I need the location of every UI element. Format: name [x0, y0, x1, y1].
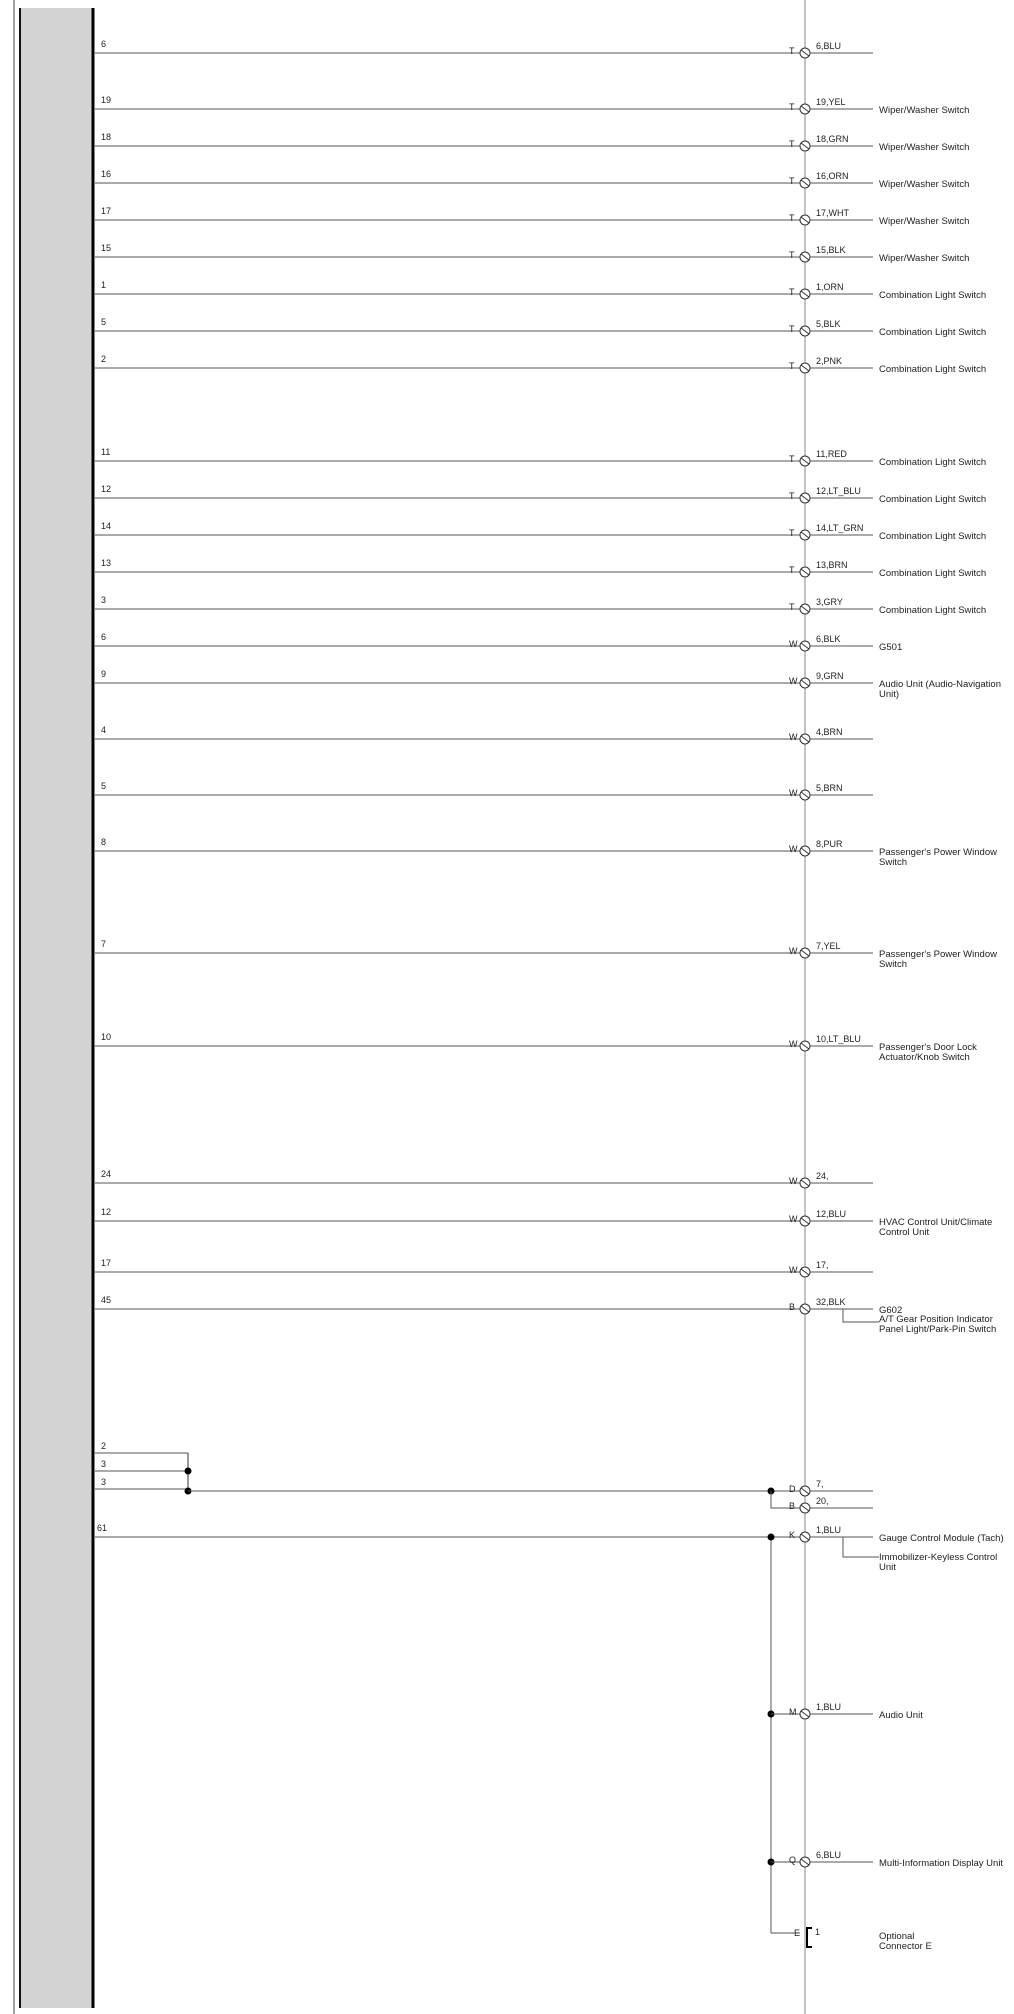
pin-number: 3 — [101, 595, 107, 605]
wire-label: 24, — [816, 1171, 829, 1181]
destination-label: Passenger's Door Lock — [879, 1042, 977, 1053]
destination-label: Actuator/Knob Switch — [879, 1052, 970, 1063]
connector-id-label: T — [789, 213, 795, 223]
circuit-17 — [95, 725, 873, 744]
destination-label: Switch — [879, 959, 907, 970]
optional-connector-bracket — [807, 1928, 812, 1947]
connector-id-label: E — [794, 1928, 801, 1938]
g602-branch — [843, 1309, 996, 1335]
pin-number: 1 — [815, 1927, 821, 1937]
wire-label: 1,BLU — [816, 1702, 842, 1712]
mid-row — [768, 1850, 1004, 1869]
wire-label: 14,LT_GRN — [816, 523, 864, 533]
wire-label: 1,ORN — [816, 282, 844, 292]
circuit-8 — [95, 317, 986, 338]
destination-label: Control Unit — [879, 1227, 930, 1238]
connector-id-label: W — [789, 1039, 798, 1049]
destination-label: G602 — [879, 1305, 903, 1316]
connector-id-label: W — [789, 732, 798, 742]
destination-label: Combination Light Switch — [879, 327, 987, 338]
pin-number: 10 — [101, 1032, 112, 1042]
destination-label: Passenger's Power Window — [879, 949, 997, 960]
pin-number: 45 — [101, 1295, 112, 1305]
circuits — [95, 39, 1001, 1335]
circuit-2 — [95, 95, 969, 116]
component-box — [14, 0, 93, 2014]
destination-label: Panel Light/Park-Pin Switch — [879, 1324, 997, 1335]
destination-label: Switch — [879, 857, 907, 868]
wire-label: 8,PUR — [816, 839, 843, 849]
wire-label: 10,LT_BLU — [816, 1034, 861, 1044]
pin-number: 2 — [101, 1441, 107, 1451]
destination-label: Passenger's Power Window — [879, 847, 997, 858]
wire-label: 15,BLK — [816, 245, 846, 255]
connector-id-label: T — [789, 46, 795, 56]
component-body — [20, 8, 93, 2008]
destination-label: Wiper/Washer Switch — [879, 179, 970, 190]
pin-number: 12 — [101, 1207, 112, 1217]
wire-label: 9,GRN — [816, 671, 844, 681]
circuit-1 — [95, 39, 873, 58]
circuit-12 — [95, 521, 986, 542]
destination-label: Combination Light Switch — [879, 568, 987, 579]
circuit-24 — [95, 1258, 873, 1277]
wire-label: 6,BLU — [816, 41, 842, 51]
lower-section — [95, 1441, 1004, 1952]
connector-id-label: T — [789, 528, 795, 538]
circuit-11 — [95, 484, 986, 505]
circuit-4 — [95, 169, 969, 190]
pin-number: 6 — [101, 632, 107, 642]
wire-label: 6,BLK — [816, 634, 841, 644]
splice-node — [185, 1468, 192, 1475]
destination-label: Combination Light Switch — [879, 494, 987, 505]
destination-label: Unit — [879, 1562, 896, 1573]
pin-number: 8 — [101, 837, 107, 847]
circuit-5 — [95, 206, 969, 227]
pin-number: 61 — [97, 1523, 108, 1533]
connector-id-label: W — [789, 844, 798, 854]
pin-number: 15 — [101, 243, 112, 253]
wire-label: 12,BLU — [816, 1209, 847, 1219]
audio-row — [768, 1702, 924, 1721]
pin-number: 24 — [101, 1169, 112, 1179]
connector-id-label: M — [789, 1707, 797, 1717]
pin-number: 19 — [101, 95, 112, 105]
pin-number: 4 — [101, 725, 107, 735]
wire-label: 2,PNK — [816, 356, 843, 366]
pin-number: 11 — [101, 447, 111, 457]
circuit-18 — [95, 781, 873, 800]
circuit-20 — [95, 939, 997, 970]
pin-number: 5 — [101, 317, 107, 327]
destination-label: G501 — [879, 642, 903, 653]
connector-id-label: T — [789, 491, 795, 501]
connector-id-label: T — [789, 324, 795, 334]
pin-number: 13 — [101, 558, 112, 568]
branch-wire — [843, 1309, 879, 1322]
destination-label: Unit) — [879, 689, 900, 700]
wire-label: 16,ORN — [816, 171, 849, 181]
pin-number: 9 — [101, 669, 107, 679]
connector-id-label: W — [789, 639, 798, 649]
connector-id-label: B — [789, 1501, 796, 1511]
connector-id-label: Q — [789, 1855, 797, 1865]
connector-id-label: T — [789, 250, 795, 260]
connector-id-label: W — [789, 676, 798, 686]
pin-number: 14 — [101, 521, 112, 531]
wire-label: 5,BRN — [816, 783, 843, 793]
connector-id-label: T — [789, 102, 795, 112]
pin-number: 3 — [101, 1459, 107, 1469]
bus-group — [188, 1479, 873, 1513]
circuit-9 — [95, 354, 986, 375]
pin-number: 1 — [101, 280, 107, 290]
destination-label: Gauge Control Module (Tach) — [879, 1533, 1004, 1544]
wire-label: 4,BRN — [816, 727, 843, 737]
connector-id-label: T — [789, 454, 795, 464]
pin-number: 17 — [101, 1258, 112, 1268]
destination-label: Optional — [879, 1931, 915, 1942]
destination-label: Combination Light Switch — [879, 290, 987, 301]
circuit-15 — [95, 632, 902, 653]
destination-label: A/T Gear Position Indicator — [879, 1314, 993, 1325]
connector-id-label: W — [789, 788, 798, 798]
connector-id-label: W — [789, 1176, 798, 1186]
pin-number: 18 — [101, 132, 112, 142]
branch-wire — [771, 1491, 800, 1508]
destination-label: Combination Light Switch — [879, 531, 987, 542]
circuit-13 — [95, 558, 986, 579]
wire-label: 13,BRN — [816, 560, 848, 570]
wire-label: 6,BLU — [816, 1850, 842, 1860]
connector-id-label: W — [789, 946, 798, 956]
circuit-23 — [95, 1207, 992, 1238]
connector-id-label: T — [789, 565, 795, 575]
circuit-3 — [95, 132, 969, 153]
circuit-14 — [95, 595, 986, 616]
circuit-22 — [95, 1169, 873, 1188]
destination-label: Combination Light Switch — [879, 457, 987, 468]
wire-label: 7,YEL — [816, 941, 841, 951]
connector-id-label: W — [789, 1265, 798, 1275]
connector-id-label: W — [789, 1214, 798, 1224]
wire-label: 3,GRY — [816, 597, 843, 607]
pin-number: 6 — [101, 39, 107, 49]
wire-label: 20, — [816, 1496, 829, 1506]
destination-label: Connector E — [879, 1941, 932, 1952]
circuit-21 — [95, 1032, 977, 1063]
destination-label: Wiper/Washer Switch — [879, 105, 970, 116]
pin-number: 3 — [101, 1477, 107, 1487]
circuit-25 — [95, 1295, 902, 1316]
wire-label: 17,WHT — [816, 208, 850, 218]
destination-label: Audio Unit (Audio-Navigation — [879, 679, 1001, 690]
wire-label: 17, — [816, 1260, 829, 1270]
destination-label: Wiper/Washer Switch — [879, 142, 970, 153]
pin-number: 17 — [101, 206, 112, 216]
pin-number: 2 — [101, 354, 107, 364]
connector-id-label: D — [789, 1484, 796, 1494]
connector-id-label: T — [789, 176, 795, 186]
connector-id-label: K — [789, 1530, 796, 1540]
destination-label: Immobilizer-Keyless Control — [879, 1552, 998, 1563]
pin-number: 7 — [101, 939, 107, 949]
destination-label: Audio Unit — [879, 1710, 923, 1721]
circuit-6 — [95, 243, 969, 264]
pin-number: 12 — [101, 484, 112, 494]
wire-label: 19,YEL — [816, 97, 846, 107]
circuit-10 — [95, 447, 986, 468]
connector-id-label: B — [789, 1302, 796, 1312]
branch-wire — [843, 1537, 879, 1557]
destination-label: HVAC Control Unit/Climate — [879, 1217, 993, 1228]
destination-label: Wiper/Washer Switch — [879, 216, 970, 227]
destination-label: Multi-Information Display Unit — [879, 1858, 1004, 1869]
connector-id-label: T — [789, 139, 795, 149]
wire-label: 32,BLK — [816, 1297, 846, 1307]
wire-label: 11,RED — [816, 449, 847, 459]
gauge-group — [95, 1523, 1004, 1933]
destination-label: Combination Light Switch — [879, 605, 987, 616]
splice-node — [768, 1534, 775, 1541]
splice-group — [95, 1441, 192, 1495]
wire-label: 5,BLK — [816, 319, 841, 329]
wire-label: 18,GRN — [816, 134, 849, 144]
pin-number: 16 — [101, 169, 112, 179]
destination-label: Combination Light Switch — [879, 364, 987, 375]
wire-label: 1,BLU — [816, 1525, 842, 1535]
connector-id-label: T — [789, 361, 795, 371]
connector-id-label: T — [789, 287, 795, 297]
connector-id-label: T — [789, 602, 795, 612]
circuit-16 — [95, 669, 1001, 700]
wire-label: 12,LT_BLU — [816, 486, 861, 496]
pin-number: 5 — [101, 781, 107, 791]
circuit-19 — [95, 837, 997, 868]
circuit-7 — [95, 280, 986, 301]
optional-connector — [771, 1927, 932, 1952]
wire-label: 7, — [816, 1479, 824, 1489]
destination-label: Wiper/Washer Switch — [879, 253, 970, 264]
